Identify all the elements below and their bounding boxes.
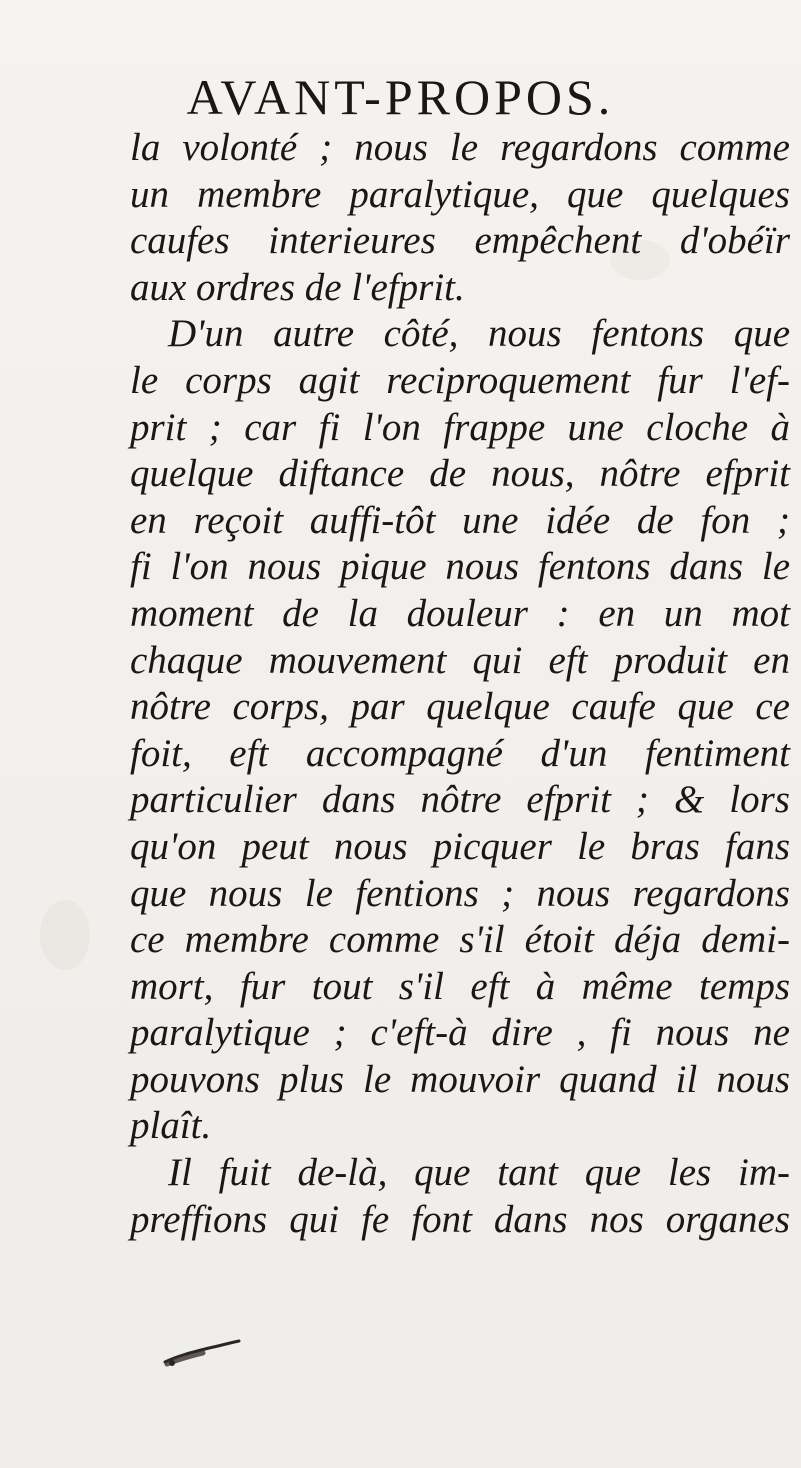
text-line: que nous le fentions ; nous regardons (130, 871, 790, 915)
ink-smudge-ornament (163, 1338, 243, 1368)
paper-stain (40, 900, 90, 970)
text-line: ce membre comme s'il étoit déja demi- (130, 918, 790, 962)
text-line: foit, eft accompagné d'un fentiment (130, 731, 790, 775)
text-line: la volonté ; nous le regardons comme (130, 126, 790, 169)
text-line: paralytique ; c'eft-à dire , fi nous ne (130, 1011, 790, 1055)
running-head: AVANT-PROPOS. (186, 69, 615, 125)
text-line: Il fuit de-là, que tant que les im- (168, 1151, 790, 1195)
text-line: prit ; car fi l'on frappe une cloche à (130, 405, 790, 449)
text-line: le corps agit reciproquement fur l'ef- (130, 358, 790, 402)
text-line: aux ordres de l'efprit. (130, 265, 465, 309)
text-line: chaque mouvement qui eft produit en (130, 638, 790, 682)
text-line: quelque diftance de nous, nôtre efprit (130, 452, 790, 496)
text-line: en reçoit auffi-tôt une idée de fon ; (130, 498, 790, 542)
text-line: particulier dans nôtre efprit ; & lors (130, 778, 790, 822)
text-line: pouvons plus le mouvoir quand il nous (130, 1057, 790, 1101)
text-line: preffions qui fe font dans nos organes (130, 1197, 790, 1241)
text-line: qu'on peut nous picquer le bras fans (130, 824, 790, 868)
text-line: caufes interieures empêchent d'obéïr (130, 219, 790, 263)
text-line: plaît. (130, 1104, 212, 1148)
text-line: moment de la douleur : en un mot (130, 591, 790, 635)
text-line: nôtre corps, par quelque caufe que ce (130, 685, 790, 729)
body-text (130, 125, 790, 1243)
text-line: mort, fur tout s'il eft à même temps (130, 964, 790, 1008)
text-line: un membre paralytique, que quelques (130, 172, 790, 216)
text-line: D'un autre côté, nous fentons que (168, 312, 790, 356)
text-line: fi l'on nous pique nous fentons dans le (130, 545, 790, 589)
